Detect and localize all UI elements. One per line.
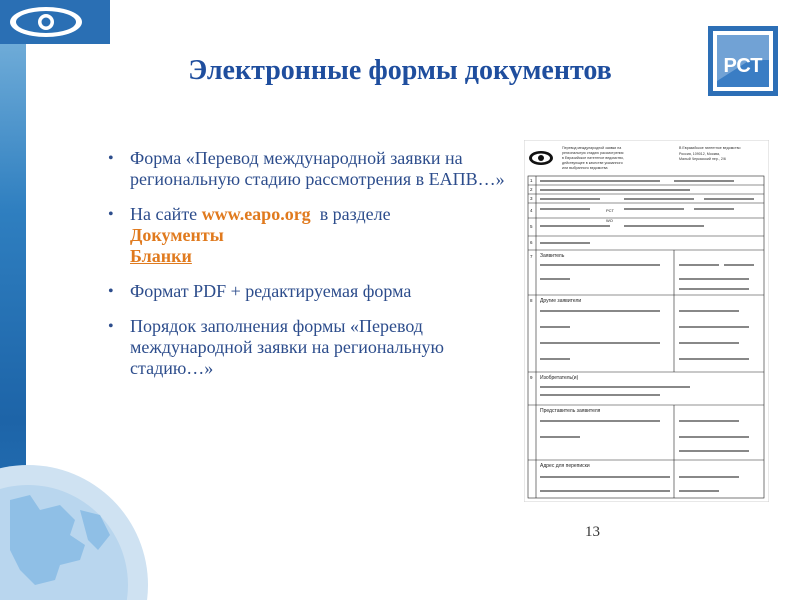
rst-logo-icon bbox=[708, 26, 778, 96]
eye-logo-icon bbox=[0, 0, 110, 44]
svg-text:5: 5 bbox=[530, 224, 533, 229]
bullet-icon: • bbox=[108, 283, 114, 300]
svg-text:2: 2 bbox=[530, 187, 533, 192]
documents-link[interactable]: Документы bbox=[130, 225, 224, 245]
svg-text:8: 8 bbox=[530, 298, 533, 303]
bullet-icon: • bbox=[108, 318, 114, 335]
bullet-list bbox=[108, 148, 508, 393]
svg-text:3: 3 bbox=[530, 196, 533, 201]
forms-link[interactable]: Бланки bbox=[130, 246, 192, 266]
list-item: • Формат PDF + редактируемая форма bbox=[108, 281, 412, 301]
bullet-icon: • bbox=[108, 150, 114, 167]
svg-text:РСТ: РСТ bbox=[723, 55, 763, 77]
svg-text:7: 7 bbox=[530, 254, 533, 259]
svg-text:4: 4 bbox=[530, 208, 533, 213]
svg-text:Перевод международной заявки н: Перевод международной заявки на региональную стадию рассмотрения в Евразийское патентное ведомство, действующее в качестве указанного или выбранного ведомства bbox=[562, 146, 624, 170]
page-title: Электронные формы документов bbox=[188, 55, 612, 86]
eapo-website-link[interactable]: www.eapo.org bbox=[201, 204, 311, 224]
form-eye-icon bbox=[529, 151, 553, 165]
svg-text:Представитель заявителя: Представитель заявителя bbox=[540, 408, 601, 414]
list-item: • На сайте www.eapo.org в разделе Документы Бланки bbox=[108, 204, 391, 266]
svg-text:6: 6 bbox=[530, 240, 533, 245]
svg-text:Изобретатель(и): Изобретатель(и) bbox=[540, 375, 579, 381]
svg-text:В Евразийское патентное ведомс: В Евразийское патентное ведомство Россия, 109012, Москва, Малый Черкасский пер., 2/6 bbox=[679, 146, 741, 161]
page-number: 13 bbox=[585, 524, 600, 540]
svg-text:Заявитель: Заявитель bbox=[540, 253, 565, 259]
svg-text:PCT: PCT bbox=[606, 208, 614, 213]
form-thumbnail-image bbox=[524, 140, 769, 502]
svg-text:9: 9 bbox=[530, 375, 533, 380]
list-item: • Порядок заполнения формы «Перевод международной заявки на региональную стадию…» bbox=[108, 316, 444, 378]
svg-text:Другие заявители: Другие заявители bbox=[540, 298, 582, 304]
bullet-icon: • bbox=[108, 206, 114, 223]
globe-decoration-icon bbox=[0, 440, 150, 600]
svg-text:WO: WO bbox=[606, 218, 613, 223]
list-item: • Форма «Перевод международной заявки на региональную стадию рассмотрения в ЕАПВ…» bbox=[108, 148, 505, 189]
svg-text:1: 1 bbox=[530, 178, 533, 183]
svg-text:Адрес для переписки: Адрес для переписки bbox=[540, 463, 590, 469]
